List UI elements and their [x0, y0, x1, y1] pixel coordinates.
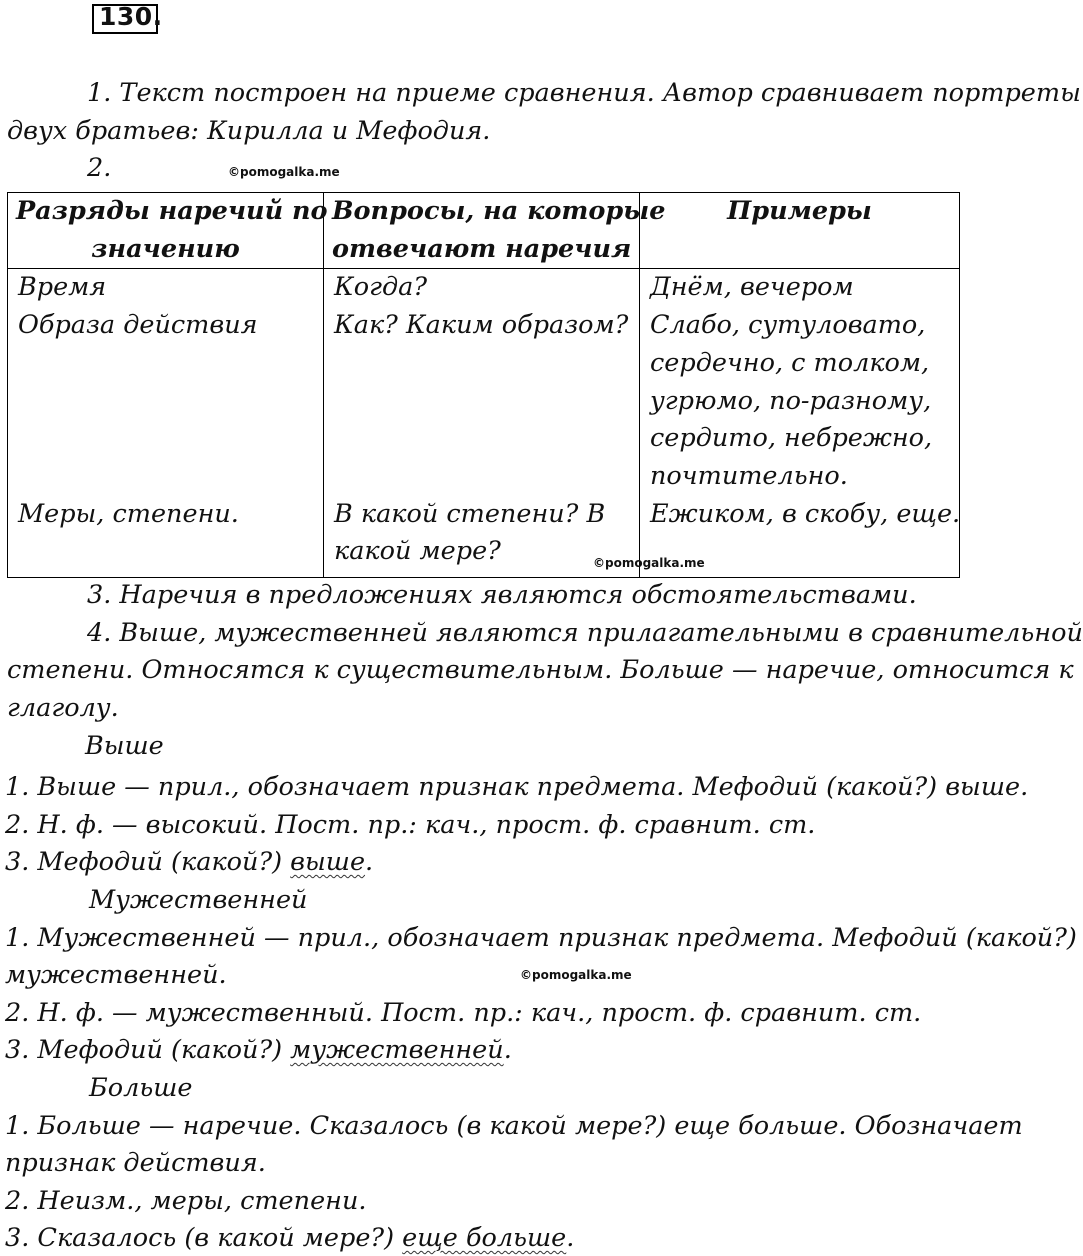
item4-line1: 4. Выше, мужественней являются прилагательными в сравнительной	[87, 618, 1083, 648]
item1-line2: двух братьев: Кирилла и Мефодия.	[7, 116, 491, 146]
exercise-number: 130.	[99, 2, 163, 31]
item3: 3. Наречия в предложениях являются обстоятельствами.	[87, 580, 917, 610]
muzh-line2: 2. Н. ф. — мужественный. Пост. пр.: кач., прост. ф. сравнит. ст.	[5, 998, 922, 1028]
table-header-row	[8, 193, 960, 269]
table-row	[8, 269, 960, 578]
col-questions: Когда? Как? Каким образом? В какой степени? В какой мере?	[324, 269, 640, 578]
vyshe-line2: 2. Н. ф. — высокий. Пост. пр.: кач., прост. ф. сравнит. ст.	[5, 810, 816, 840]
bolshe-line2: 2. Неизм., меры, степени.	[5, 1186, 367, 1216]
vyshe-heading: Выше	[85, 731, 164, 761]
header-questions: Вопросы, на которые отвечают наречия	[324, 193, 640, 269]
item4-line3: глаголу.	[7, 693, 119, 723]
item1-line1: 1. Текст построен на приеме сравнения. Автор сравнивает портреты	[87, 78, 1081, 108]
col-categories: Время Образа действия Меры, степени.	[8, 269, 324, 578]
header-examples: Примеры	[640, 193, 960, 269]
bolshe-line1: 1. Больше — наречие. Сказалось (в какой мере?) еще больше. Обозначает	[5, 1111, 1023, 1141]
header-categories: Разряды наречий по значению	[8, 193, 324, 269]
watermark-bottom: ©pomogalka.me	[520, 968, 632, 982]
underlined-word: выше	[290, 847, 366, 877]
muzh-line1: 1. Мужественней — прил., обозначает признак предмета. Мефодий (какой?)	[5, 923, 1077, 953]
bolshe-line3: 3. Сказалось (в какой мере?) еще больше.	[5, 1223, 575, 1253]
watermark-top: ©pomogalka.me	[228, 165, 340, 179]
underlined-word: еще больше	[402, 1223, 567, 1253]
muzh-line1b: мужественней.	[5, 960, 227, 990]
adverb-table	[7, 192, 960, 578]
watermark-table: ©pomogalka.me	[593, 556, 705, 570]
vyshe-line1: 1. Выше — прил., обозначает признак предмета. Мефодий (какой?) выше.	[5, 772, 1029, 802]
bolshe-line1b: признак действия.	[5, 1148, 266, 1178]
muzh-line3: 3. Мефодий (какой?) мужественней.	[5, 1035, 512, 1065]
vyshe-line3: 3. Мефодий (какой?) выше.	[5, 847, 374, 877]
item4-line2: степени. Относятся к существительным. Больше — наречие, относится к	[7, 655, 1074, 685]
col-examples: Днём, вечером Слабо, сутуловато, сердечно, с толком, угрюмо, по-разному, сердито, небрежно, почтительно. Ежиком, в скобу, еще.	[640, 269, 960, 578]
item2-label: 2.	[87, 153, 112, 183]
bolshe-heading: Больше	[89, 1073, 193, 1103]
underlined-word: мужественней	[290, 1035, 504, 1065]
muzh-heading: Мужественней	[89, 885, 308, 915]
